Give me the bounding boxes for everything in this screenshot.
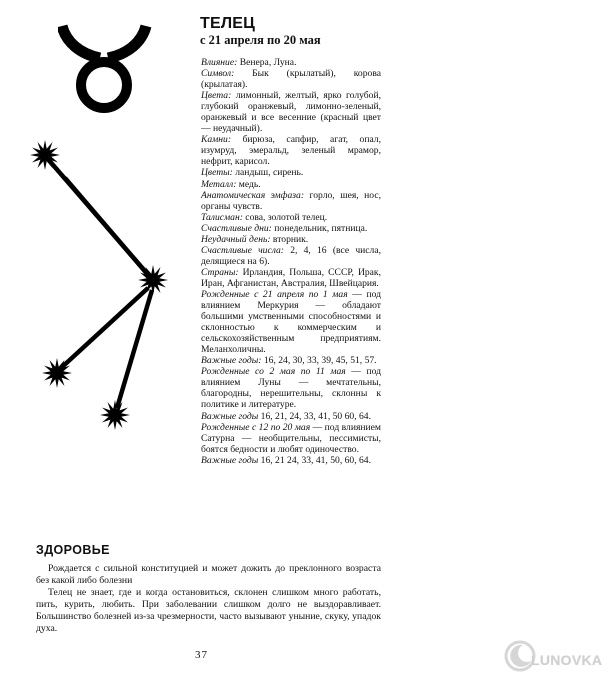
star-icon xyxy=(100,400,130,430)
attribute-value: — под влиянием Луны — мечтательны, благородны, нерешительны, склонны к политике и литературе. xyxy=(201,366,381,411)
attribute-label: Важные годы xyxy=(201,410,259,422)
attribute-value: — под влиянием Меркурия — обладают большими умственными способностями и склонностью к коммерческим и сельскохозяйственным предприятиям. Меланхоличны. xyxy=(201,288,381,356)
attribute-value: 16, 24, 30, 33, 39, 45, 51, 57. xyxy=(261,355,377,367)
attributes-list xyxy=(201,57,381,466)
attribute-value: 16, 21, 24, 33, 41, 50 60, 64. xyxy=(258,410,371,422)
attribute-label: Счастливые дни: xyxy=(201,222,272,234)
attribute-line xyxy=(201,245,381,267)
attribute-line xyxy=(201,355,381,366)
attribute-line xyxy=(201,68,381,90)
attribute-label: Страны: xyxy=(201,266,239,278)
sign-dates: с 21 апреля по 20 мая xyxy=(200,33,321,47)
attribute-line xyxy=(201,167,381,178)
attribute-value: Ирландия, Польша, СССР, Ирак, Иран, Афганистан, Австралия, Швейцария. xyxy=(201,266,381,289)
attribute-line xyxy=(201,422,381,455)
attribute-line xyxy=(201,223,381,234)
attribute-line xyxy=(201,90,381,134)
attribute-label: Цвета: xyxy=(201,90,232,102)
attribute-label: Цветы: xyxy=(201,167,233,179)
attribute-value: горло, шея, нос, органы чувств. xyxy=(201,189,381,212)
attribute-label: Рожденные с 12 по 20 мая xyxy=(201,421,311,433)
constellation-line xyxy=(65,178,149,276)
attribute-value: — под влиянием Сатурна — необщительны, пессимисты, боятся бедности и любят одиночество. xyxy=(201,421,381,455)
attribute-line xyxy=(201,134,381,167)
attribute-value: 16, 21 24, 33, 41, 50, 60, 64. xyxy=(258,454,371,466)
attribute-label: Неудачный день: xyxy=(201,233,271,245)
attribute-line xyxy=(201,411,381,422)
constellation-line xyxy=(117,290,152,408)
taurus-constellation-icon xyxy=(25,130,210,430)
attribute-value: лимонный, желтый, ярко голубой, глубокий оранжевый, лимонно-зеленый, оранжевый и все весенние (красный цвет — неудачный). xyxy=(201,90,381,135)
attribute-value: понедельник, пятница. xyxy=(271,222,368,234)
health-heading: ЗДОРОВЬЕ xyxy=(36,543,110,557)
attribute-value: сова, золотой телец. xyxy=(242,211,328,223)
attribute-line xyxy=(201,190,381,212)
attribute-line xyxy=(201,455,381,466)
health-paragraph: Рождается с сильной конституцией и может дожить до преклонного возраста без какой либо болезни xyxy=(36,563,381,586)
attribute-value: Бык (крылатый), корова (крылатая). xyxy=(201,68,381,91)
attribute-line xyxy=(201,267,381,289)
attribute-label: Символ: xyxy=(201,68,235,80)
attribute-label: Влияние: xyxy=(201,57,238,68)
sign-title: ТЕЛЕЦ xyxy=(200,15,256,32)
attribute-label: Счастливые числа: xyxy=(201,244,284,256)
attribute-line xyxy=(201,366,381,410)
health-text xyxy=(36,563,381,635)
attribute-value: 2, 4, 16 (все числа, делящиеся на 6). xyxy=(201,244,381,267)
attribute-label: Важные годы: xyxy=(201,355,262,367)
attribute-value: вторник. xyxy=(270,233,309,245)
taurus-glyph-icon xyxy=(58,22,178,122)
attribute-line xyxy=(201,289,381,355)
attribute-label: Металл: xyxy=(201,178,237,190)
constellation-line xyxy=(61,288,148,368)
attribute-label: Анатомическая эмфаза: xyxy=(201,189,305,201)
attribute-label: Важные годы xyxy=(201,454,259,466)
attribute-value: бирюза, сапфир, агат, опал, изумруд, эмеральд, зеленый мрамор, нефрит, карисол. xyxy=(201,134,381,168)
attribute-label: Рожденные с 21 апреля по 1 мая xyxy=(201,288,348,300)
watermark-text: LUNOVKA xyxy=(531,652,603,668)
attribute-line xyxy=(201,212,381,223)
attribute-value: ландыш, сирень. xyxy=(232,167,304,179)
attribute-value: Венера, Луна. xyxy=(237,57,297,68)
page-number: 37 xyxy=(195,649,208,661)
attribute-line xyxy=(201,57,381,68)
attribute-label: Камни: xyxy=(201,134,232,146)
attribute-line xyxy=(201,179,381,190)
attribute-line xyxy=(201,234,381,245)
attribute-value: медь. xyxy=(236,178,261,190)
attribute-label: Талисман: xyxy=(201,211,243,223)
health-paragraph: Телец не знает, где и когда остановиться, склонен слишком много работать, пить, курить, любить. При заболевании слишком долго не выздоравливает. Большинство болезней из-за чрезмерности, часто вызывают уныние, скуку, упадок духа. xyxy=(36,587,381,634)
attribute-label: Рожденные со 2 мая по 11 мая xyxy=(201,366,346,378)
